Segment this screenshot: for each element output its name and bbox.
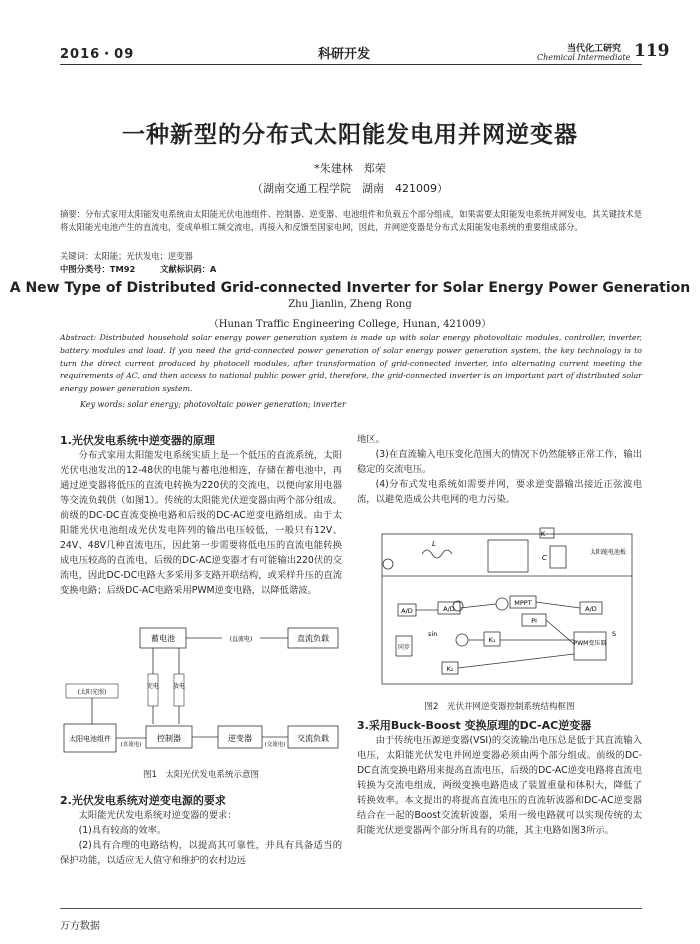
fig2-ad-label-3: A/D [585, 605, 597, 613]
fig2-sync-label: 同步 [397, 644, 411, 651]
fig2-mppt-label: MPPT [514, 599, 532, 607]
section-3-body [357, 733, 642, 838]
authors-en: Zhu Jianlin, Zheng Rong [288, 299, 412, 310]
figure-2-caption: 图2 光伏并网逆变器控制系统结构框图 [424, 702, 575, 712]
journal-name: 当代化工研究 [567, 44, 622, 54]
fig2-k-label: K [540, 530, 546, 538]
inverter-label: 逆变器 [228, 734, 252, 743]
figure-1-caption: 图1 太阳光伏发电系统示意图 [143, 770, 259, 780]
section-1-body [60, 448, 342, 598]
paragraph: 由于传统电压源逆变器(VSI)的交流输出电压总是低于其直流输入电压，太阳能光伏发电并网逆变器必须由两个部分组成。前级的DC-DC直流变换电路用来提高直流电压，后级的DC-AC逆变电路将直流电转换为交流电组成，两级变换电路造成了装置重量和体积大，降低了转换效率。本文提出的将提高直流电压的直流斩波器和DC-AC逆变器结合在一起的Boost交流斩波器，采用一级电路就可以实现传统的太阳能光伏逆变器两个部分所具有的功能，其主电路如图3所示。 [357, 735, 642, 836]
fig2-sin-label: sin [428, 630, 438, 638]
paragraph: (3)在直流输入电压变化范围大的情况下仍然能够正常工作，输出稳定的交流电压。 [357, 449, 642, 475]
keywords-cn: 关键词：太阳能；光伏发电；逆变器 [60, 251, 193, 261]
figure-1-diagram [62, 626, 342, 754]
fig2-ad-label-1: A/D [401, 607, 413, 615]
fig2-pi-label: PI [531, 617, 537, 625]
paragraph: (1)具有较高的效率。 [78, 825, 167, 836]
affiliation-en: （Hunan Traffic Engineering College, Hunan, 421009） [208, 319, 492, 330]
fig2-solar-label: 太阳能电池板 [589, 549, 627, 556]
section-2-body [60, 808, 342, 868]
controller-label: 控制器 [157, 734, 181, 743]
abstract-en: Abstract: Distributed household solar energy power generation system is made up with solar energy photovoltaic modules, controller, inverter, battery modules and load. If you need the grid-connected power generation of solar energy power generation system, the key technology is to turn the direct current produced by photocell modules, after transformation of grid-connected inverter, into alternating current meeting the requirements of AC, and then access to national public power grid, therefore, the grid-connected inverter is an important part of distributed solar energy power generation system. [60, 333, 642, 394]
article-title: 一种新型的分布式太阳能发电用并网逆变器 [122, 122, 578, 148]
section-2-title: 2.光伏发电系统对逆变电源的要求 [60, 794, 226, 807]
solar-light-label: (太阳光照) [77, 689, 107, 696]
pv-label: 太阳电池组件 [69, 735, 111, 743]
keywords-en: Key words: solar energy; photovoltaic power generation; inverter [80, 400, 346, 409]
journal-name-en: Chemical Intermediate [537, 53, 631, 62]
section-label: 科研开发 [318, 47, 371, 62]
paragraph: 地区。 [357, 434, 385, 445]
charge-label: 充电 [146, 683, 160, 690]
discharge-box [174, 674, 184, 706]
section-1-title: 1.光伏发电系统中逆变器的原理 [60, 434, 215, 447]
battery-label: 蓄电池 [151, 634, 175, 643]
header-rule [60, 64, 642, 65]
fig2-pwm-label: PWM变压器 [573, 640, 607, 647]
figure-2-diagram [362, 524, 640, 692]
right-column-intro [357, 432, 642, 507]
affiliation: （湖南交通工程学院 湖南 421009） [252, 182, 448, 195]
footer-source: 万方数据 [60, 921, 100, 932]
paragraph: (4)分布式发电系统如需要并网，要求逆变器输出接近正弦波电流，以避免造成公共电网的电力污染。 [357, 479, 642, 505]
dc-load-label: 直流负载 [297, 634, 329, 643]
section-3-title: 3.采用Buck-Boost 变换原理的DC-AC逆变器 [357, 719, 592, 732]
fig2-s-label: S [612, 630, 617, 638]
paragraph: 太阳能光伏发电系统对逆变器的要求： [78, 810, 237, 821]
ac-label: (交流电) [264, 742, 286, 748]
article-title-en: A New Type of Distributed Grid-connected Inverter for Solar Energy Power Generation [9, 280, 691, 296]
paragraph: (2)具有合理的电路结构，以提高其可靠性，并具有具备适当的保护功能，以适应无人值守和维护的农村边远 [60, 840, 342, 866]
fig2-k2-label: K₂ [446, 665, 454, 673]
page-number: 119 [634, 41, 670, 61]
fig2-l-label: L [432, 540, 436, 548]
fig2-ad-label-2: A/D [443, 605, 455, 613]
issue-label: 2016・09 [60, 47, 135, 62]
paragraph: 分布式家用太阳能发电系统实质上是一个低压的直流系统，太阳光伏电池发出的12-48伏的电能与蓄电池相连，存储在蓄电池中，再通过逆变器将低压的直流电转换为220伏的交流电，以便向家用电器等交流负载供（如图1）。传统的太阳能光伏逆变器由两个部分组成。前级的DC-DC直流变换电路和后级的DC-AC逆变电路组成。由于太阳能光伏电池组成光伏发电阵列的输出电压较低，一般只有12V、24V、48V几种直流电压，因此第一步需要将低电压的直流电能转换成电压较高的直流电，后级的DC-AC逆变器才有可能输出220伏的交流电，因此DC-DC电路大多采用多支路开联结构，或采样升压的直流变换电路；后级DC-AC电路采用PWM逆变电路，以降低谐波。 [60, 450, 342, 596]
fig2-k1-label: K₁ [488, 636, 496, 644]
fig2-c-label: C [542, 554, 547, 562]
abstract-cn: 摘要：分布式家用太阳能发电系统由太阳能光伏电池组件、控制器、逆变器、电池组件和负载五个部分组成，如果需要太阳能发电系统并网发电，其关键技术是将太阳能光电池产生的直流电，变成单相工频交流电，再接入和反馈至国家电网，因此，并网逆变器是分布式太阳能发电系统的重要组成部分。 [60, 209, 642, 232]
ac-load-label: 交流负载 [297, 734, 329, 743]
charge-box [148, 674, 158, 706]
classification: 中图分类号：TM92 文献标识码：A [60, 264, 217, 274]
dc-label-top: (直流电) [229, 636, 253, 643]
footer-rule [60, 908, 642, 909]
dc-label-mid: (直流电) [120, 742, 142, 748]
discharge-label: 放电 [172, 683, 186, 690]
authors: *朱建林 郑荣 [314, 162, 386, 175]
